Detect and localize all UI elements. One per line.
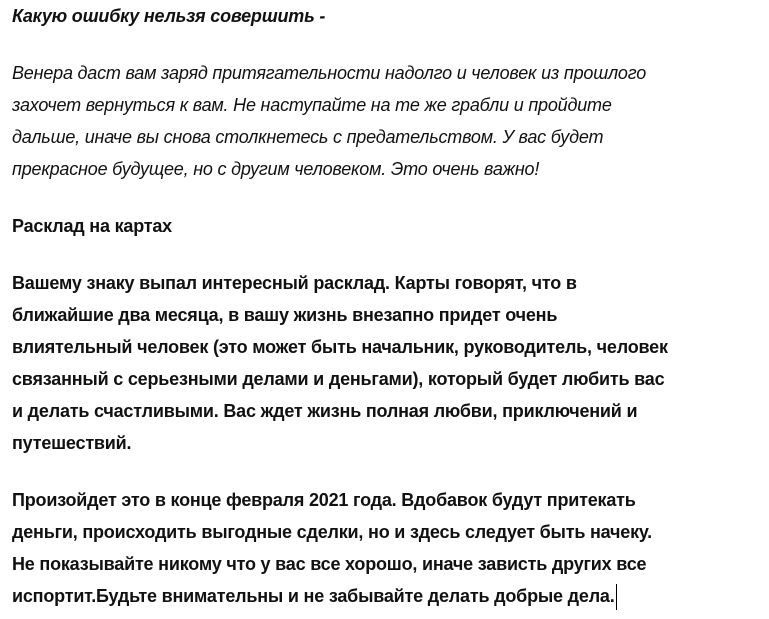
heading-cards: Расклад на картах — [12, 216, 172, 236]
text-line: Не показывайте никому что у вас все хорошо, иначе зависть других все — [12, 554, 647, 574]
text-line: связанный с серьезными делами и деньгами), который будет любить вас — [12, 369, 665, 389]
text-line: путешествий. — [12, 433, 132, 453]
paragraph-money — [12, 484, 769, 612]
text-line: захочет вернуться к вам. Не наступайте на те же грабли и пройдите — [12, 95, 612, 115]
text-cursor — [616, 584, 617, 610]
text-line-last — [12, 580, 769, 612]
text-line: дальше, иначе вы снова столкнетесь с предательством. У вас будет — [12, 127, 604, 147]
paragraph-mistake — [12, 57, 769, 185]
paragraph-cards — [12, 267, 769, 459]
document-body[interactable] — [12, 0, 769, 612]
text-line: Венера даст вам заряд притягательности надолго и человек из прошлого — [12, 63, 647, 83]
text-line: влиятельный человек (это может быть начальник, руководитель, человек — [12, 337, 668, 357]
text-line: ближайшие два месяца, в вашу жизнь внезапно придет очень — [12, 305, 558, 325]
text-line: Произойдет это в конце февраля 2021 года. Вдобавок будут притекать — [12, 490, 636, 510]
text-line: деньги, происходить выгодные сделки, но и здесь следует быть начеку. — [12, 522, 652, 542]
text-line: Вашему знаку выпал интересный расклад. Карты говорят, что в — [12, 273, 577, 293]
text-line: испортит.Будьте внимательны и не забывайте делать добрые дела. — [12, 586, 615, 606]
text-line: и делать счастливыми. Вас ждет жизнь полная любви, приключений и — [12, 401, 638, 421]
text-line: прекрасное будущее, но с другим человеком. Это очень важно! — [12, 159, 540, 179]
heading-mistake: Какую ошибку нельзя совершить - — [12, 6, 326, 26]
